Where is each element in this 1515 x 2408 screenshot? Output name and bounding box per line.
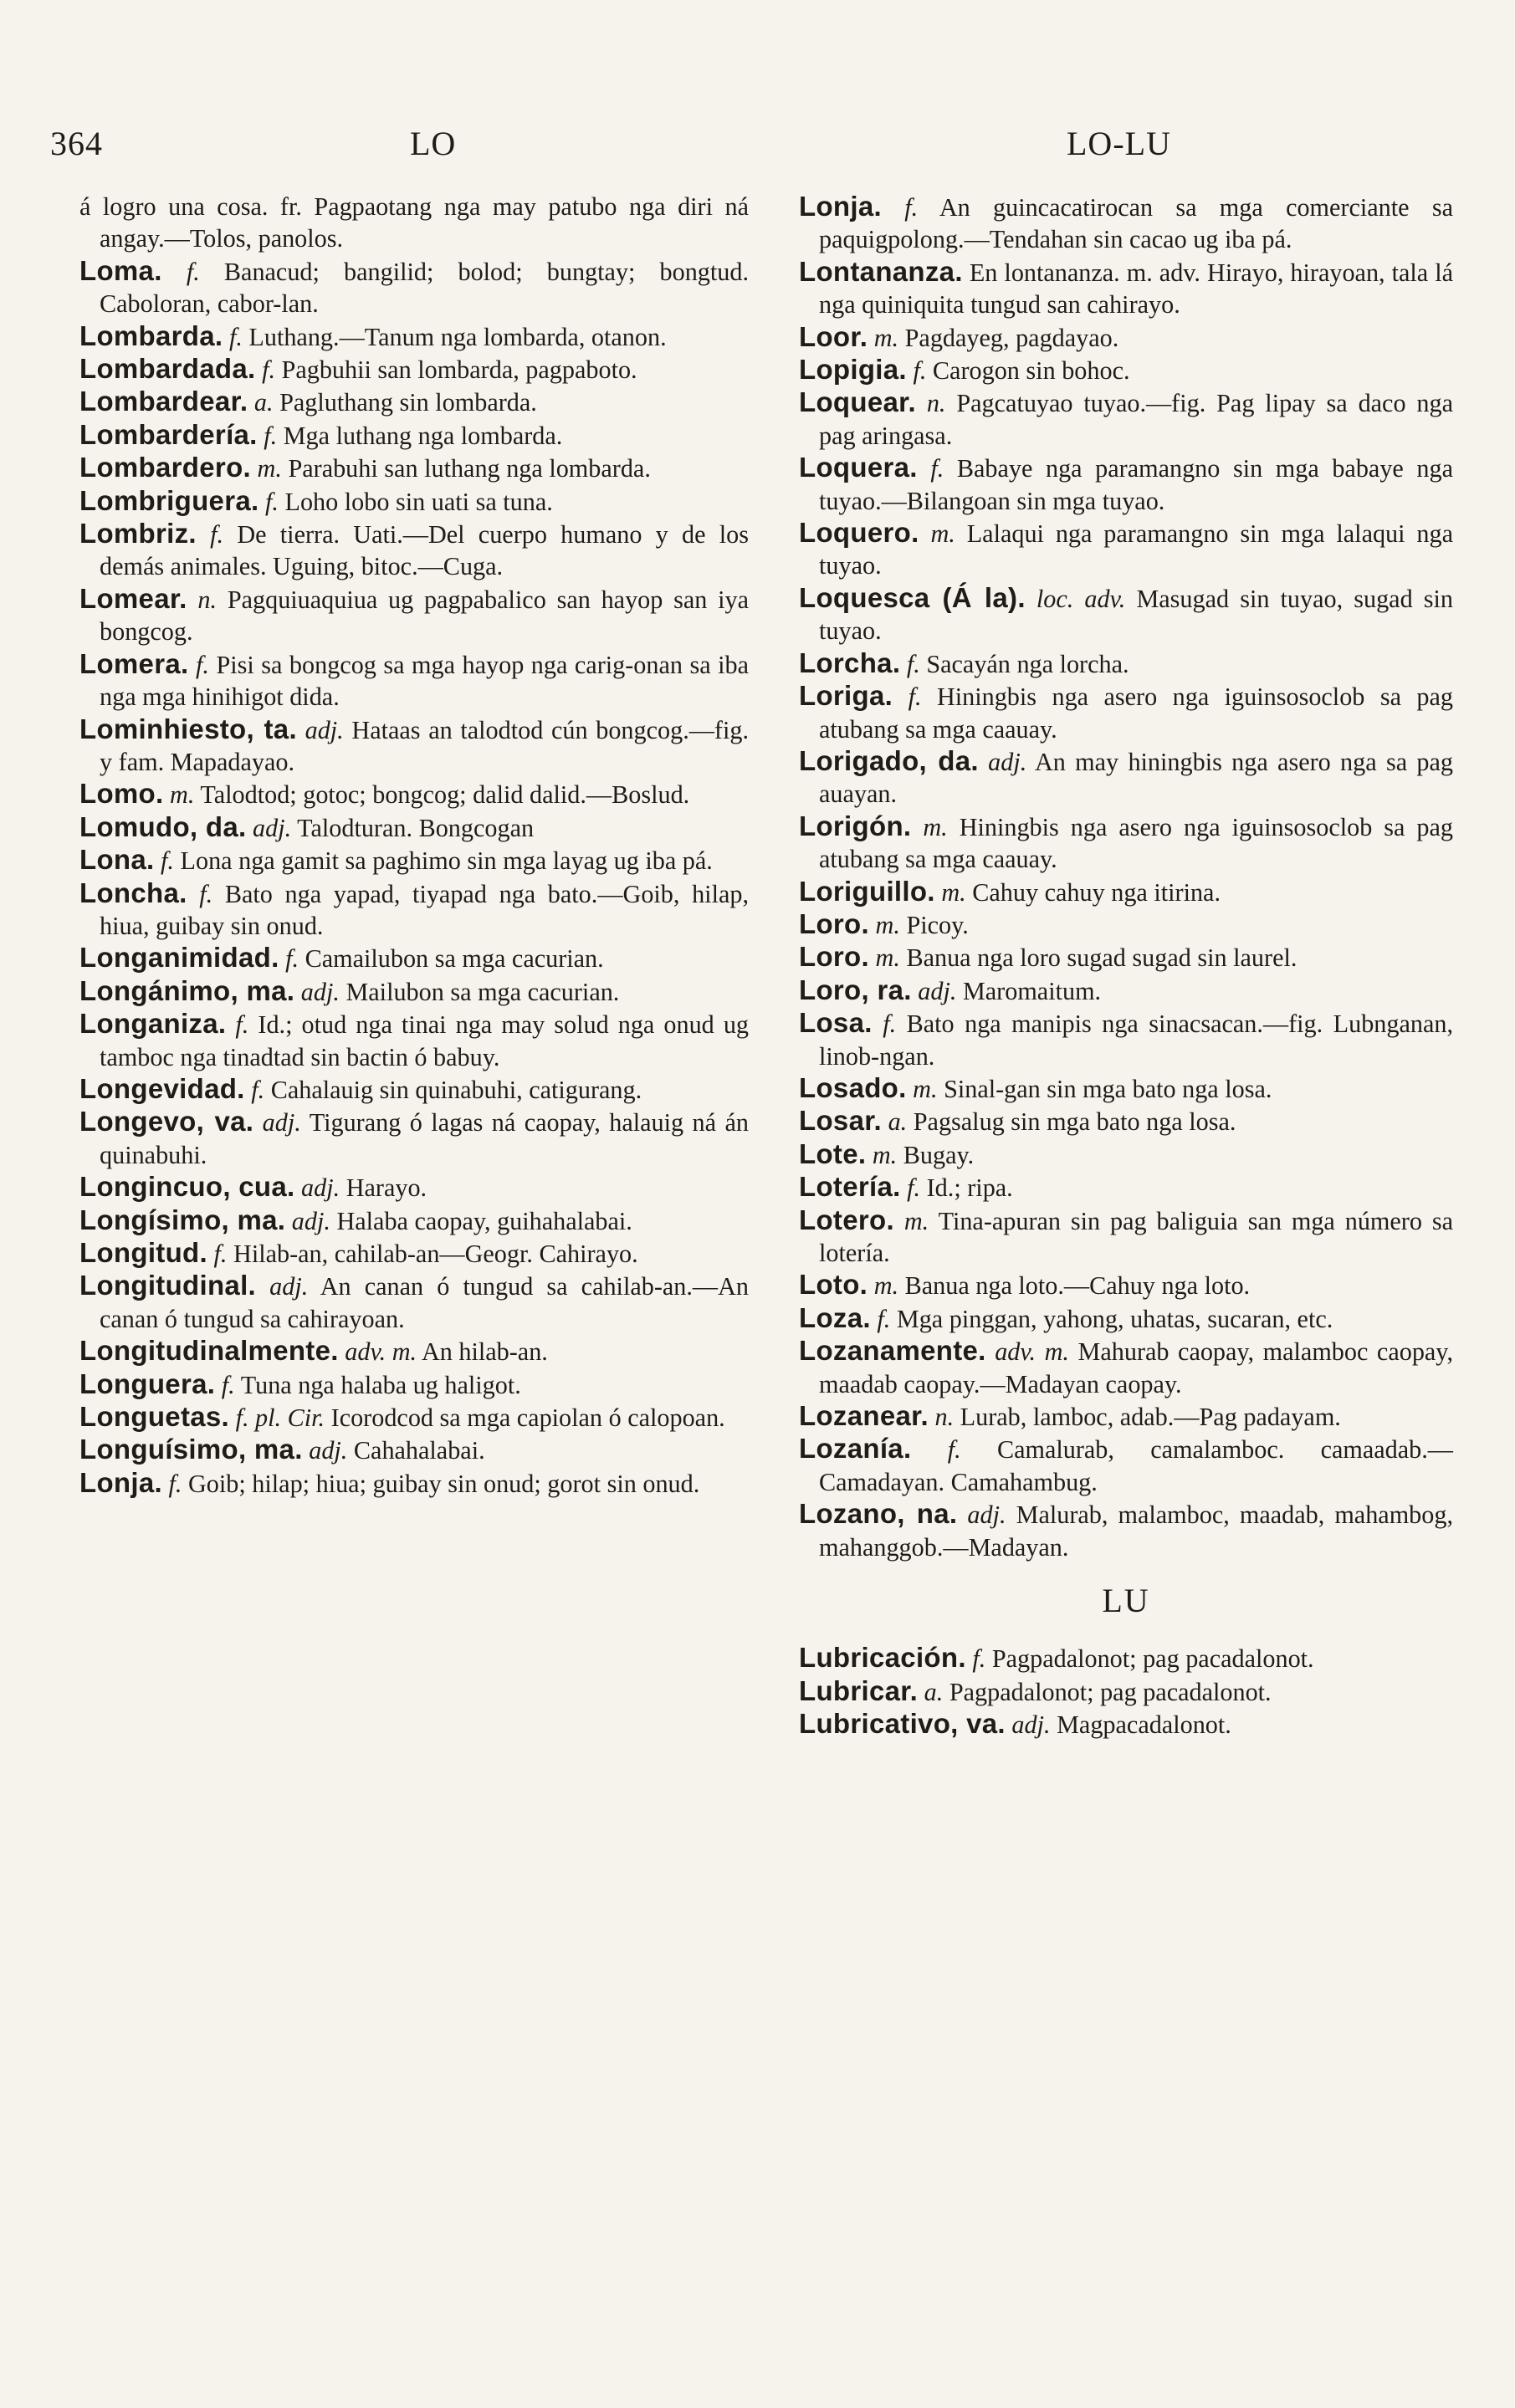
grammar-label: f. [904, 193, 919, 222]
definition: Bato nga manipis nga sinacsacan.—fig. Lubnganan, linob-ngan. [819, 1010, 1454, 1071]
headword: Lomudo, da. [79, 810, 247, 842]
dictionary-entry [79, 1171, 749, 1204]
headword: Loriguillo. [799, 875, 935, 907]
grammar-label: a. [253, 388, 274, 417]
headword: Longuísimo, ma. [79, 1434, 303, 1465]
dictionary-entry [799, 1642, 1453, 1674]
headword: Losa. [799, 1007, 873, 1039]
dictionary-entry [799, 908, 1453, 941]
headword: Lorigón. [799, 810, 912, 841]
definition: Masugad sin tuyao, sugad sin tuyao. [819, 584, 1454, 646]
definition: Hilab-an, cahilab-an—Geogr. Cahirayo. [233, 1240, 638, 1268]
grammar-label: f. [251, 1075, 265, 1104]
grammar-label: adj. [269, 1272, 309, 1301]
definition: Hataas an talodtod cún bongcog.—fig. y fam. Mapadayao. [100, 715, 750, 776]
definition: Picoy. [906, 910, 969, 939]
headword: Lozanamente. [799, 1335, 986, 1367]
headword: Longánimo, ma. [79, 974, 295, 1006]
headword: Loma. [79, 254, 162, 286]
grammar-label: adv. m. [345, 1337, 417, 1367]
headword: Lopigia. [799, 354, 907, 386]
dictionary-entry [799, 1708, 1453, 1741]
definition: En lontananza. m. adv. Hirayo, hirayoan, tala lá nga quiniquita tungud san cahirayo. [819, 258, 1454, 320]
definition: Lalaqui nga paramangno sin mga lalaqui nga tuyao. [819, 519, 1454, 580]
headword: Loro, ra. [799, 974, 912, 1005]
definition: Maromaitum. [962, 976, 1102, 1005]
grammar-label: adj. [305, 715, 344, 744]
dictionary-entry [799, 1302, 1453, 1335]
definition: Hiningbis nga asero nga iguinsosoclob sa pag atubang sa mga caauay. [819, 812, 1453, 874]
headword: Lombardada. [79, 353, 256, 385]
headword: Loriga. [799, 680, 893, 712]
grammar-label: f. [906, 649, 920, 678]
dictionary-entry [79, 877, 749, 943]
headword: Lonja. [799, 191, 882, 222]
headword: Losar. [799, 1105, 883, 1137]
dictionary-entry [79, 518, 749, 583]
right-running-head: LO-LU [1067, 125, 1171, 162]
grammar-label: f. [168, 1469, 182, 1498]
headword: Longaniza. [79, 1008, 227, 1040]
dictionary-entry [79, 1368, 749, 1401]
grammar-label: adj. [918, 976, 957, 1005]
headword: Loquero. [799, 517, 919, 549]
headword: Longincuo, cua. [79, 1171, 295, 1203]
headword: Losado. [799, 1071, 907, 1103]
dictionary-entry [79, 713, 749, 779]
dictionary-entry [799, 321, 1453, 354]
dictionary-entry [799, 810, 1453, 876]
headword: Longitud. [79, 1237, 207, 1268]
definition: Babaye nga paramangno sin mga babaye nga tuyao.—Bilangoan sin mga tuyao. [819, 454, 1453, 515]
grammar-label: f. [285, 944, 299, 974]
grammar-label: adj. [1011, 1710, 1051, 1740]
dictionary-entry [799, 1204, 1453, 1270]
dictionary-entry [799, 517, 1453, 582]
dictionary-entry [799, 1675, 1453, 1708]
headword: Longanimidad. [79, 942, 279, 974]
definition: Hiningbis nga asero nga iguinsosoclob sa pag atubang sa mga caauay. [819, 683, 1454, 744]
headword: Lombriz. [79, 518, 197, 550]
continuation-text: á logro una cosa. fr. Pagpaotang nga may patubo nga diri ná angay.—Tolos, panolos. [79, 192, 749, 253]
grammar-label: m. [930, 519, 955, 549]
headword: Lorigado, da. [799, 744, 979, 776]
headword: Loquear. [799, 386, 916, 418]
definition: De tierra. Uati.—Del cuerpo humano y de los demás animales. Uguing, bitoc.—Cuga. [100, 520, 749, 581]
grammar-label: adj. [300, 977, 340, 1006]
dictionary-entry [799, 256, 1453, 321]
grammar-label: f. [913, 356, 927, 386]
dictionary-entry [79, 844, 749, 877]
headword: Lotero. [799, 1204, 894, 1235]
definition: Cahuy cahuy nga itirina. [972, 877, 1221, 907]
dictionary-entry [79, 386, 749, 418]
dictionary-entry [79, 1270, 749, 1335]
definition: Pagbuhii san lombarda, pagpaboto. [281, 355, 637, 385]
definition: Mga luthang nga lombarda. [283, 421, 563, 450]
definition: Camailubon sa mga cacurian. [305, 944, 604, 974]
definition: An hilab-an. [421, 1337, 548, 1367]
grammar-label: f. [196, 650, 209, 679]
definition: Pagcatuyao tuyao.—fig. Pag lipay sa daco nga pag aringasa. [819, 389, 1454, 450]
grammar-label: f. [186, 257, 200, 286]
dictionary-entry [79, 648, 749, 713]
definition: Pagluthang sin lombarda. [279, 388, 537, 417]
grammar-label: m. [872, 1140, 898, 1169]
section-title-lu: LU [1102, 1582, 1150, 1620]
definition: Banua nga loro sugad sugad sin laurel. [906, 943, 1297, 973]
dictionary-entry [79, 419, 749, 452]
headword: Lomera. [79, 647, 189, 679]
dictionary-entry [79, 778, 749, 810]
dictionary-entry [79, 1073, 749, 1106]
headword: Loquera. [799, 452, 918, 483]
definition: Goib; hilap; hiua; guibay sin onud; gorot sin onud. [188, 1469, 700, 1498]
grammar-label: a. [888, 1107, 908, 1137]
dictionary-entry [79, 452, 749, 484]
dictionary-entry [799, 354, 1453, 386]
definition: Tina-apuran sin pag baliguia san mga número sa lotería. [819, 1206, 1453, 1267]
grammar-label: adj. [291, 1206, 330, 1235]
dictionary-entry [79, 1467, 749, 1500]
grammar-label: n. [197, 585, 218, 614]
dictionary-entry [79, 1401, 749, 1434]
definition: Carogon sin bohoc. [932, 356, 1130, 386]
headword: Lontananza. [799, 255, 963, 287]
headword: Lubricación. [799, 1642, 966, 1674]
headword: Longísimo, ma. [79, 1204, 286, 1235]
dictionary-entry [799, 452, 1453, 517]
dictionary-entry [799, 745, 1453, 810]
right-entries-lu [799, 1642, 1453, 1741]
headword: Loor. [799, 320, 868, 352]
grammar-label: m. [873, 1271, 899, 1301]
grammar-label: adj. [262, 1108, 301, 1138]
grammar-label: f. [264, 421, 278, 450]
definition: Parabuhi san luthang nga lombarda. [288, 454, 651, 483]
page-header [0, 124, 1515, 174]
dictionary-entry [799, 680, 1453, 745]
headword: Lombardero. [79, 452, 251, 483]
definition: An may hiningbis nga asero nga sa pag auayan. [819, 747, 1454, 809]
page-number: 364 [50, 125, 103, 162]
definition: Banua nga loto.—Cahuy nga loto. [904, 1271, 1251, 1301]
headword: Longuera. [79, 1368, 216, 1399]
dictionary-entry [79, 353, 749, 386]
headword: Loncha. [79, 877, 187, 908]
definition: Bato nga yapad, tiyapad nga bato.—Goib, hilap, hiua, guibay sin onud. [100, 879, 749, 940]
definition: Tigurang ó lagas ná caopay, halauig ná án quinabuhi. [100, 1108, 749, 1169]
grammar-label: f. [262, 355, 275, 385]
dictionary-entry [79, 320, 749, 353]
right-entries [799, 191, 1453, 1563]
headword: Lorcha. [799, 647, 901, 678]
headword: Loquesca (Á la). [799, 581, 1026, 613]
grammar-label: adj. [309, 1436, 348, 1465]
headword: Lozanear. [799, 1400, 929, 1432]
grammar-label: f. [907, 1173, 921, 1203]
headword: Lubricativo, va. [799, 1708, 1006, 1740]
left-column [79, 191, 749, 1500]
dictionary-entry [799, 876, 1453, 908]
grammar-label: m. [875, 943, 900, 973]
grammar-label: adj. [988, 747, 1027, 776]
definition: Bugay. [903, 1140, 975, 1169]
dictionary-entry [79, 975, 749, 1008]
grammar-label: adj. [253, 813, 292, 842]
dictionary-entry [799, 191, 1453, 256]
definition: Talodtod; gotoc; bongcog; dalid dalid.—Boslud. [200, 780, 690, 810]
grammar-label: m. [257, 454, 282, 483]
dictionary-entry [799, 1072, 1453, 1105]
definition: Mga pinggan, yahong, uhatas, sucaran, etc. [896, 1304, 1333, 1333]
headword: Loza. [799, 1301, 871, 1333]
headword: Lominhiesto, ta. [79, 713, 297, 744]
dictionary-entry [799, 1171, 1453, 1204]
headword: Longevo, va. [79, 1106, 254, 1138]
grammar-label: f. [877, 1304, 891, 1333]
dictionary-entry [799, 1138, 1453, 1171]
dictionary-entry [799, 1269, 1453, 1301]
headword: Lomear. [79, 582, 187, 614]
grammar-label: f. [908, 683, 922, 712]
dictionary-entry [799, 1498, 1453, 1563]
definition: Pagpadalonot; pag pacadalonot. [991, 1644, 1314, 1674]
dictionary-entry [79, 1335, 749, 1368]
dictionary-entry [799, 386, 1453, 452]
dictionary-entry [799, 1400, 1453, 1433]
dictionary-entry [799, 941, 1453, 974]
definition: Loho lobo sin uati sa tuna. [284, 487, 553, 516]
left-entries [79, 255, 749, 1500]
dictionary-entry [79, 1106, 749, 1171]
definition: Halaba caopay, guihahalabai. [336, 1206, 632, 1235]
grammar-label: m. [873, 323, 899, 352]
grammar-label: f. [947, 1435, 961, 1465]
dictionary-entry [79, 1434, 749, 1466]
grammar-label: f. [210, 520, 224, 550]
headword: Lombardería. [79, 418, 258, 450]
grammar-label: adj. [301, 1173, 340, 1203]
dictionary-entry [799, 1433, 1453, 1498]
headword: Lubricar. [799, 1674, 919, 1706]
grammar-label: n. [934, 1403, 955, 1432]
grammar-label: a. [924, 1677, 944, 1706]
definition: Talodturan. Bongcogan [297, 813, 535, 842]
definition: Luthang.—Tanum nga lombarda, otanon. [248, 322, 667, 351]
definition: Cahalauig sin quinabuhi, catigurang. [270, 1075, 642, 1104]
grammar-label: f. [199, 879, 213, 908]
definition: Malurab, malamboc, maadab, mahambog, mahanggob.—Madayan. [819, 1501, 1454, 1562]
dictionary-entry [79, 1237, 749, 1270]
dictionary-entry [79, 485, 749, 518]
definition: Sinal-gan sin mga bato nga losa. [944, 1074, 1272, 1103]
definition: Pagpadalonot; pag pacadalonot. [949, 1677, 1272, 1706]
grammar-label: m. [913, 1074, 938, 1103]
grammar-label: m. [875, 910, 900, 939]
right-column [799, 191, 1453, 1741]
dictionary-entry [79, 583, 749, 648]
definition: Pisi sa bongcog sa mga hayop nga carig-onan sa iba nga mga hinihigot dida. [100, 650, 750, 712]
dictionary-entry [799, 974, 1453, 1007]
headword: Longitudinalmente. [79, 1335, 339, 1367]
grammar-label: f. [235, 1010, 249, 1040]
grammar-label: f. [972, 1644, 986, 1674]
grammar-label: f. [265, 487, 279, 516]
definition: Icorodcod sa mga capiolan ó calopoan. [330, 1403, 725, 1433]
definition: Lurab, lamboc, adab.—Pag padayam. [960, 1403, 1341, 1432]
definition: Id.; ripa. [926, 1173, 1013, 1203]
grammar-label: f. [228, 322, 243, 351]
dictionary-entry [799, 582, 1453, 647]
left-running-head: LO [410, 125, 457, 162]
grammar-label: f. [213, 1240, 228, 1268]
definition: An canan ó tungud sa cahilab-an.—An canan ó tungud sa cahirayoan. [100, 1272, 749, 1333]
dictionary-entry [799, 1007, 1453, 1072]
grammar-label: f. [161, 846, 174, 876]
definition: Tuna nga halaba ug haligot. [240, 1370, 521, 1399]
headword: Lombarda. [79, 320, 223, 351]
dictionary-entry [79, 1204, 749, 1237]
grammar-label: m. [903, 1206, 929, 1235]
grammar-label: m. [923, 812, 948, 841]
definition: Lona nga gamit sa paghimo sin mga layag ug iba pá. [180, 846, 713, 876]
grammar-label: n. [926, 389, 946, 418]
dictionary-entry [79, 1008, 749, 1073]
headword: Longevidad. [79, 1072, 245, 1104]
definition: Magpacadalonot. [1057, 1710, 1231, 1740]
definition: Pagdayeg, pagdayao. [904, 323, 1119, 352]
grammar-label: f. [221, 1370, 235, 1399]
headword: Loro. [799, 907, 869, 939]
grammar-label: adv. m. [995, 1337, 1069, 1367]
definition: Camalurab, camalamboc. camaadab.—Camadayan. Camahambug. [819, 1435, 1453, 1496]
headword: Longuetas. [79, 1401, 230, 1433]
headword: Longitudinal. [79, 1270, 257, 1301]
dictionary-entry [79, 942, 749, 974]
dictionary-entry [79, 255, 749, 320]
grammar-label: f. [883, 1010, 897, 1039]
headword: Loto. [799, 1269, 868, 1301]
grammar-label: m. [170, 780, 195, 810]
headword: Loro. [799, 941, 869, 973]
dictionary-entry [799, 1335, 1453, 1400]
definition: Harayo. [345, 1173, 427, 1203]
definition: Cahahalabai. [353, 1436, 485, 1465]
headword: Lomo. [79, 778, 164, 810]
definition: An guincacatirocan sa mga comerciante sa paquigpolong.—Tendahan sin cacao ug iba pá. [819, 193, 1453, 254]
definition: Mahurab caopay, malamboc caopay, maadab caopay.—Madayan caopay. [819, 1337, 1453, 1398]
definition: Pagquiuaquiua ug pagpabalico san hayop san iya bongcog. [100, 585, 749, 647]
dictionary-entry [799, 1105, 1453, 1138]
headword: Lombardear. [79, 386, 248, 417]
grammar-label: loc. adv. [1036, 584, 1126, 613]
headword: Lona. [79, 844, 155, 876]
definition: Id.; otud nga tinai nga may solud nga onud ug tamboc nga tinadtad sin bactin ó babuy. [100, 1010, 750, 1071]
definition: Mailubon sa mga cacurian. [345, 977, 620, 1006]
grammar-label: m. [941, 877, 966, 907]
definition: Sacayán nga lorcha. [926, 649, 1129, 678]
headword: Lote. [799, 1138, 867, 1169]
dictionary-entry [79, 811, 749, 844]
headword: Lozano, na. [799, 1498, 958, 1530]
dictionary-entry [799, 647, 1453, 680]
headword: Lombriguera. [79, 484, 259, 516]
grammar-label: f. [930, 454, 944, 483]
headword: Lozanía. [799, 1433, 912, 1465]
headword: Lotería. [799, 1171, 901, 1203]
grammar-label: f. pl. Cir. [235, 1403, 325, 1433]
grammar-label: adj. [967, 1501, 1006, 1530]
headword: Lonja. [79, 1466, 162, 1498]
definition: Banacud; bangilid; bolod; bungtay; bongtud. Caboloran, cabor-lan. [100, 257, 750, 319]
definition: Pagsalug sin mga bato nga losa. [913, 1107, 1236, 1137]
